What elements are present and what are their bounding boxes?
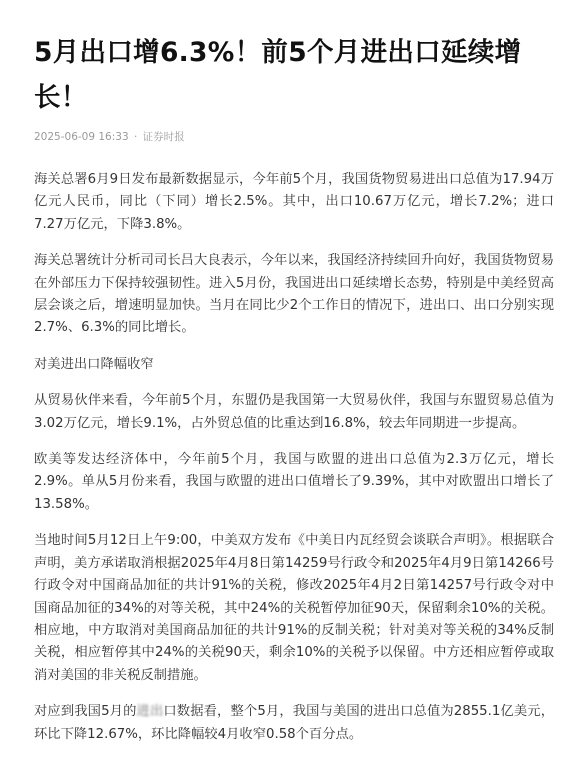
paragraph: 欧美等发达经济体中，今年前5个月，我国与欧盟的进出口总值为2.3万亿元，增长2.9%。单从5月份来看，我国与欧盟的进出口值增长了9.39%，其中对欧盟出口增长了13.58%。 [34,452,554,512]
meta-separator: · [133,131,138,143]
article [34,0,554,760]
blurred-text: 进出 [136,704,164,720]
source-link[interactable]: 证券时报 [142,131,185,143]
paragraph: 海关总署统计分析司司长吕大良表示，今年以来，我国经济持续回升向好，我国货物贸易在外部压力下保持较强韧性。进入5月份，我国进出口延续增长态势，特别是中美经贸高层会谈之后，增速明显加快。当月在同比少2个工作日的情况下，进出口、出口分别实现2.7%、6.3%的同比增长。 [34,253,554,336]
paragraph: 从贸易伙伴来看，今年前5个月，东盟仍是我国第一大贸易伙伴，我国与东盟贸易总值为3.02万亿元，增长9.1%，占外贸总值的比重达到16.8%，较去年同期进一步提高。 [34,393,554,431]
article-meta [34,130,554,144]
article-title: 5月出口增6.3%！前5个月进出口延续增长！ [34,37,522,113]
paragraph: 当地时间5月12日上午9:00，中美双方发布《中美日内瓦经贸会谈联合声明》。根据联合声明，美方承诺取消根据2025年4月8日第14259号行政令和2025年4月9日第14266号行政令对中国商品加征的共计91%的关税，修改2025年4月2日第14257号行政令对中国商品加征的34%的对等关税，其中24%的关税暂停加征90天，保留剩余10%的关税。相应地，中方取消对美国商品加征的共计91%的反制关税；针对美对等关税的34%反制关税，相应暂停其中24%的关税90天，剩余10%的关税予以保留。中方还相应暂停或取消对美国的非关税反制措施。 [34,533,554,683]
publish-date: 2025-06-09 16:33 [34,131,129,143]
paragraph: 海关总署6月9日发布最新数据显示，今年前5个月，我国货物贸易进出口总值为17.94万亿元人民币，同比（下同）增长2.5%。其中，出口10.67万亿元，增长7.2%；进口7.27万亿元，下降3.8%。 [34,172,554,232]
article-body [34,169,554,746]
paragraph-text: 对应到我国5月的 [34,704,137,720]
paragraph-text: 口数据看，整个5月，我国与美国的进出口总值为2855.1亿美元，环比下降12.67%，环比降幅较4月收窄0.58个百分点。 [34,704,554,742]
paragraph-last [34,701,554,746]
section-subheading: 对美进出口降幅收窄 [34,356,154,372]
